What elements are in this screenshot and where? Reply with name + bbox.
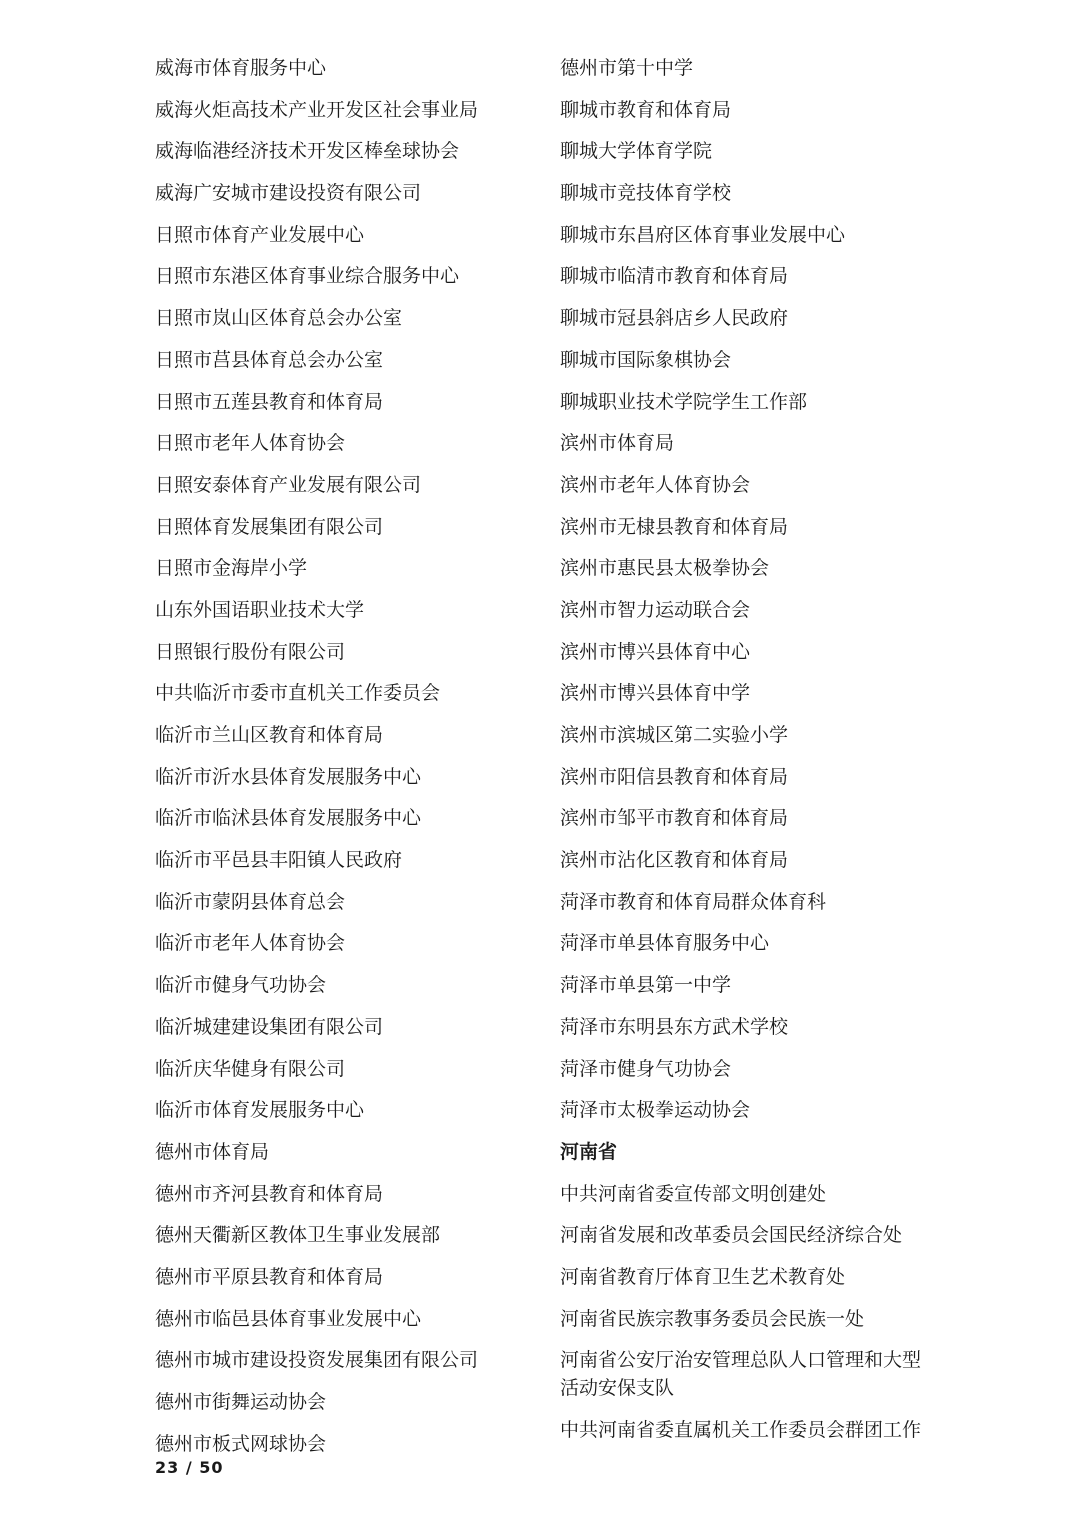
list-item: 滨州市无棣县教育和体育局 bbox=[560, 515, 789, 538]
list-item: 临沂市健身气功协会 bbox=[155, 974, 327, 997]
list-item: 滨州市老年人体育协会 bbox=[560, 473, 751, 496]
list-item: 聊城大学体育学院 bbox=[560, 140, 713, 163]
list-item: 滨州市体育局 bbox=[560, 432, 675, 455]
list-item: 日照市东港区体育事业综合服务中心 bbox=[155, 265, 460, 288]
right-column bbox=[560, 50, 940, 1454]
list-item: 中共河南省委直属机关工作委员会群团工作 bbox=[560, 1419, 922, 1442]
list-item: 德州市城市建设投资发展集团有限公司 bbox=[155, 1349, 479, 1372]
page-number: 23 / 50 bbox=[155, 1458, 224, 1477]
list-item: 临沂市平邑县丰阳镇人民政府 bbox=[155, 849, 403, 872]
list-item: 德州天衢新区教体卫生事业发展部 bbox=[155, 1224, 441, 1247]
list-item: 河南省发展和改革委员会国民经济综合处 bbox=[560, 1224, 903, 1247]
list-item: 威海市体育服务中心 bbox=[155, 57, 327, 79]
list-item: 日照市金海岸小学 bbox=[155, 557, 308, 580]
list-item: 临沂城建建设集团有限公司 bbox=[155, 1015, 384, 1038]
list-item: 日照市老年人体育协会 bbox=[155, 432, 346, 455]
list-item: 滨州市邹平市教育和体育局 bbox=[560, 807, 789, 830]
list-item: 日照市莒县体育总会办公室 bbox=[155, 348, 384, 371]
list-item: 德州市体育局 bbox=[155, 1140, 270, 1163]
list-item: 日照体育发展集团有限公司 bbox=[155, 515, 384, 538]
list-item: 菏泽市太极拳运动协会 bbox=[560, 1099, 751, 1122]
list-item: 德州市临邑县体育事业发展中心 bbox=[155, 1307, 422, 1330]
list-item: 聊城市教育和体育局 bbox=[560, 98, 732, 121]
list-item: 临沂市沂水县体育发展服务中心 bbox=[155, 765, 422, 788]
list-item: 聊城市临清市教育和体育局 bbox=[560, 265, 789, 288]
list-item: 滨州市沾化区教育和体育局 bbox=[560, 849, 789, 872]
list-item: 聊城职业技术学院学生工作部 bbox=[560, 390, 808, 413]
list-item: 临沂市老年人体育协会 bbox=[155, 932, 346, 955]
list-item: 德州市齐河县教育和体育局 bbox=[155, 1182, 384, 1205]
list-item: 菏泽市健身气功协会 bbox=[560, 1057, 732, 1080]
list-item: 日照市五莲县教育和体育局 bbox=[155, 390, 384, 413]
list-item: 滨州市惠民县太极拳协会 bbox=[560, 557, 770, 580]
list-item: 河南省公安厅治安管理总队人口管理和大型活动安保支队 bbox=[560, 1349, 922, 1400]
list-item: 临沂庆华健身有限公司 bbox=[155, 1057, 346, 1080]
list-item: 河南省民族宗教事务委员会民族一处 bbox=[560, 1307, 865, 1330]
list-item: 聊城市国际象棋协会 bbox=[560, 348, 732, 371]
list-item: 临沂市临沭县体育发展服务中心 bbox=[155, 807, 422, 830]
list-item: 德州市街舞运动协会 bbox=[155, 1391, 327, 1413]
list-item: 滨州市阳信县教育和体育局 bbox=[560, 765, 789, 788]
list-item: 威海广安城市建设投资有限公司 bbox=[155, 182, 422, 205]
list-item: 滨州市博兴县体育中学 bbox=[560, 682, 751, 705]
list-item: 临沂市体育发展服务中心 bbox=[155, 1099, 365, 1122]
list-item: 菏泽市教育和体育局群众体育科 bbox=[560, 890, 827, 913]
list-item: 德州市板式网球协会 bbox=[155, 1432, 327, 1455]
list-item: 威海临港经济技术开发区棒垒球协会 bbox=[155, 140, 460, 163]
list-item: 日照市体育产业发展中心 bbox=[155, 223, 365, 246]
list-item: 山东外国语职业技术大学 bbox=[155, 598, 365, 621]
list-item: 聊城市竞技体育学校 bbox=[560, 182, 732, 205]
list-item: 临沂市兰山区教育和体育局 bbox=[155, 724, 384, 746]
list-item: 威海火炬高技术产业开发区社会事业局 bbox=[155, 98, 479, 121]
list-item: 聊城市冠县斜店乡人民政府 bbox=[560, 307, 789, 330]
list-item: 德州市平原县教育和体育局 bbox=[155, 1265, 384, 1288]
list-item: 临沂市蒙阴县体育总会 bbox=[155, 890, 346, 913]
list-item: 滨州市滨城区第二实验小学 bbox=[560, 724, 789, 746]
list-item: 日照市岚山区体育总会办公室 bbox=[155, 307, 403, 330]
list-item: 河南省教育厅体育卫生艺术教育处 bbox=[560, 1265, 846, 1288]
list-item: 菏泽市单县体育服务中心 bbox=[560, 932, 770, 955]
list-item: 菏泽市单县第一中学 bbox=[560, 974, 732, 997]
list-item: 滨州市博兴县体育中心 bbox=[560, 640, 751, 663]
list-item: 日照安泰体育产业发展有限公司 bbox=[155, 473, 422, 496]
list-item: 中共临沂市委市直机关工作委员会 bbox=[155, 682, 441, 705]
left-column bbox=[155, 50, 535, 1467]
list-item: 菏泽市东明县东方武术学校 bbox=[560, 1015, 789, 1038]
list-item: 滨州市智力运动联合会 bbox=[560, 598, 751, 621]
list-item: 日照银行股份有限公司 bbox=[155, 640, 346, 663]
list-item: 中共河南省委宣传部文明创建处 bbox=[560, 1182, 827, 1205]
list-item: 德州市第十中学 bbox=[560, 57, 694, 79]
section-heading: 河南省 bbox=[560, 1140, 618, 1163]
list-item: 聊城市东昌府区体育事业发展中心 bbox=[560, 223, 846, 246]
